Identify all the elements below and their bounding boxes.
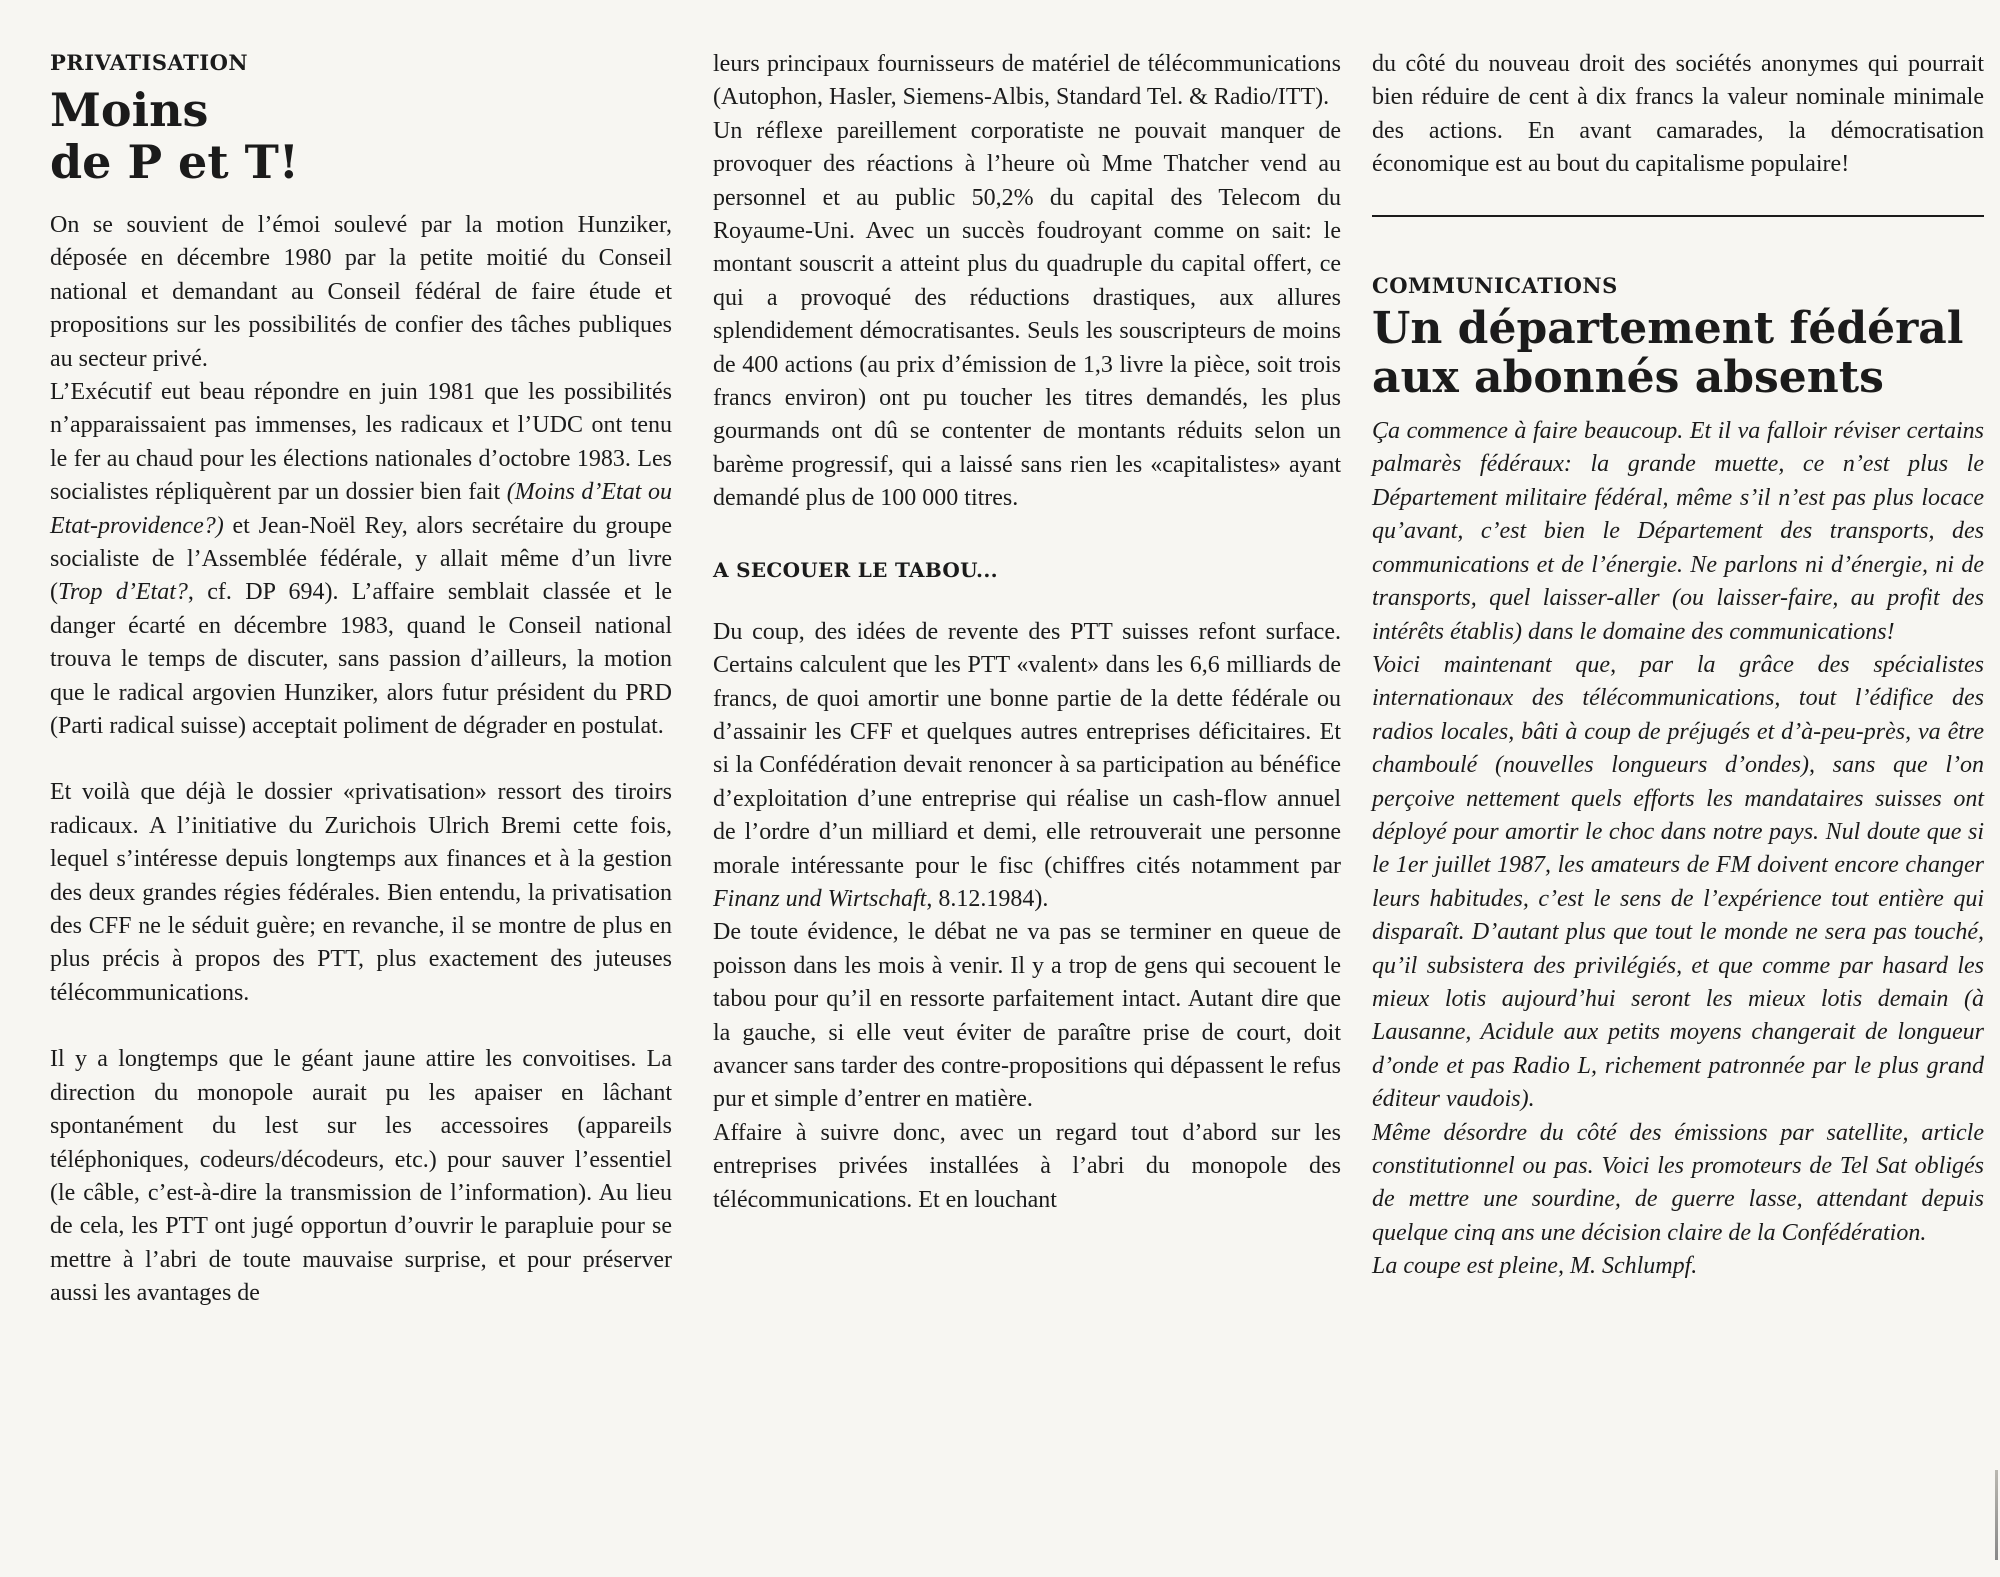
headline-line-2: de P et T! [50,134,300,189]
headline-line-2: aux abonnés absents [1372,352,1884,404]
paragraph: La coupe est pleine, M. Schlumpf. [1372,1253,1698,1280]
paragraph: leurs principaux fournisseurs de matériel de télécommunications (Autophon, Hasler, Siemens-Albis, Standard Tel. & Radio/ITT). [713,51,1341,111]
article-divider [1372,215,1984,217]
paragraph: De toute évidence, le débat ne va pas se terminer en queue de poisson dans les mois à venir. Il y a trop de gens qui secouent le tabou pour qu’il en ressorte parfaitement intact. Autant dire que la gauche, si elle veut éviter de paraître prise de court, doit avancer sans tarder des contre-propositions qui dépassent le refus pur et simple d’entrer en matière. [713,919,1341,1113]
article-headline [50,85,672,189]
paragraph: du côté du nouveau droit des sociétés anonymes qui pourrait bien réduire de cent à dix francs la valeur nominale minimale des actions. En avant camarades, la démocratisation économique est au bout du capitalisme populaire! [1372,51,1984,178]
paragraph: Ça commence à faire beaucoup. Et il va falloir réviser certains palmarès fédéraux: la grande muette, ce n’est plus le Département militaire fédéral, même s’il n’est pas plus locace qu’avant, c’est bien le Département des transports, des communications et de l’énergie. Ne parlons ni d’énergie, ni de transports, quel laisser-aller (ou laisser-faire, au profit des intérêts établis) dans le domaine des communications! [1372,418,1984,645]
article-kicker: PRIVATISATION [50,50,249,75]
paragraph: Même désordre du côté des émissions par satellite, article constitutionnel ou pas. Voici les promoteurs de Tel Sat obligés de mettre une sourdine, de guerre lasse, attendant depuis quelque cinq ans une décision claire de la Confédération. [1372,1119,1984,1246]
paragraph: Un réflexe pareillement corporatiste ne pouvait manquer de provoquer des réactions à l’heure où Mme Thatcher vend au personnel et au public 50,2% du capital des Telecom du Royaume-Uni. Avec un succès foudroyant comme on sait: le montant souscrit a atteint plus du quadruple du capital offert, ce qui a provoqué des réductions drastiques, aux allures splendidement démocratisantes. Seuls les souscripteurs de moins de 400 actions (au prix d’émission de 1,3 livre la pièce, soit trois francs environ) ont pu toucher les titres demandés, les plus gourmands ont dû se contenter de montants réduits selon un barème progressif, qui a laissé sans rien les «capitalistes» ayant demandé plus de 100 000 titres. [713,117,1341,512]
section-subhead: A SECOUER LE TABOU... [713,557,998,582]
paragraph: Et voilà que déjà le dossier «privatisation» ressort des tiroirs radicaux. A l’initiative du Zurichois Ulrich Bremi cette fois, lequel s’intéresse depuis longtemps aux finances et à la gestion des deux grandes régies fédérales. Bien entendu, la privatisation des CFF ne le séduit guère; en revanche, il se montre de plus en plus précis à propos des PTT, plus exactement des juteuses télécommunications. [50,779,672,1006]
headline-line-1: Un département fédéral [1372,302,1964,354]
headline-line-1: Moins [50,83,209,137]
column-1 [50,0,672,1311]
page-crease [1995,1470,1998,1560]
paragraph: L’Exécutif eut beau répondre en juin 1981 que les possibilités n’apparaissaient pas immenses, les radicaux et l’UDC ont tenu le fer au chaud pour les élections nationales d’octobre 1983. Les socialistes répliquèrent par un dossier bien fait (Moins d’Etat ou Etat-providence?) et Jean-Noël Rey, alors secrétaire du groupe socialiste de l’Assemblée fédérale, y allait même d’un livre (Trop d’Etat?, cf. DP 694). L’affaire semblait classée et le danger écarté en décembre 1983, quand le Conseil national trouva le temps de discuter, sans passion d’ailleurs, la motion que le radical argovien Hunziker, alors futur président du PRD (Parti radical suisse) acceptait poliment de dégrader en postulat. [50,378,672,740]
column-2 [713,48,1341,1217]
article-headline [1372,304,1984,403]
paragraph: Du coup, des idées de revente des PTT suisses refont surface. Certains calculent que les PTT «valent» dans les 6,6 milliards de francs, de quoi amortir une bonne partie de la dette fédérale ou d’assainir les CFF et quelques autres entreprises déficitaires. Et si la Confédération devait renoncer à sa participation au bénéfice d’exploitation d’une entreprise qui réalise un cash-flow annuel de l’ordre d’un milliard et demi, elle retrouverait une personne morale intéressante pour le fisc (chiffres cités notamment par Finanz und Wirtschaft, 8.12.1984). [713,618,1341,912]
paragraph: Affaire à suivre donc, avec un regard tout d’abord sur les entreprises privées installées à l’abri du monopole des télécommunications. Et en louchant [713,1119,1341,1213]
article-kicker: COMMUNICATIONS [1372,272,1618,298]
article-body [1372,415,1984,1284]
paragraph: Il y a longtemps que le géant jaune attire les convoitises. La direction du monopole aurait pu les apaiser en lâchant spontanément du lest sur les accessoires (appareils téléphoniques, codeurs/décodeurs, etc.) pour sauver l’essentiel (le câble, c’est-à-dire la transmission de l’information). Au lieu de cela, les PTT ont jugé opportun d’ouvrir le parapluie pour se mettre à l’abri de toute mauvaise surprise, et pour préserver aussi les avantages de [50,1046,672,1307]
paragraph: On se souvient de l’émoi soulevé par la motion Hunziker, déposée en décembre 1980 par la petite moitié du Conseil national et demandant au Conseil fédéral de faire étude et propositions sur les possibilités de confier des tâches publiques au secteur privé. [50,211,672,372]
paragraph: Voici maintenant que, par la grâce des spécialistes internationaux des télécommunications, tout l’édifice des radios locales, bâti à coup de préjugés et d’à-peu-près, va être chamboulé (nouvelles longueurs d’ondes), sans que l’on perçoive nettement quels efforts les mandataires suisses ont déployé pour amortir le choc dans notre pays. Nul doute que si le 1er juillet 1987, les amateurs de FM doivent encore changer leurs habitudes, c’est le sens de l’expérience tout entière qui disparaît. D’autant plus que tout le monde ne sera pas touché, qu’il subsistera des privilégiés, et que comme par hasard les mieux lotis aujourd’hui seront les mieux lotis demain (à Lausanne, Acidule aux petits moyens changerait de longueur d’onde et pas Radio L, richement patronnée par le plus grand éditeur vaudois). [1372,651,1984,1113]
column-3 [1372,48,1984,1284]
